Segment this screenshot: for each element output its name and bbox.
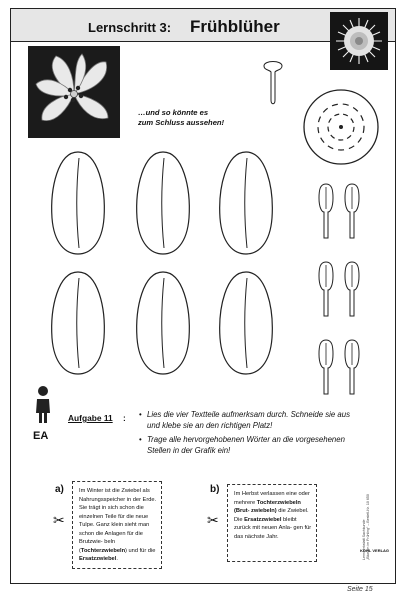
stamen-cutout xyxy=(342,260,362,320)
bulb-cross-section xyxy=(300,86,382,168)
box-b-bold-1: Tochterzwiebeln (Brut- zwiebeln) xyxy=(234,499,301,514)
page-number: Seite 15 xyxy=(347,586,373,593)
box-a-text-1: Im Winter ist die Zwiebel als Nahrungsspeicher in der Erde. Sie trägt in sich schon die einzelnen Teile für die neue Tulpe. Ganz klein sieht man schon die Anlagen für die Brutzwie- beln ( xyxy=(79,488,157,554)
dandelion-photo xyxy=(330,12,388,70)
stamen-cutout xyxy=(316,260,336,320)
stamen-cutout xyxy=(316,182,336,242)
topic-title: Frühblüher xyxy=(190,17,280,36)
scissors-icon: ✂ xyxy=(207,512,219,528)
box-a-bold-1: Tochterzwiebeln xyxy=(80,547,126,554)
text-box-b[interactable] xyxy=(227,484,317,562)
publisher-info xyxy=(362,430,370,560)
box-a-bold-2: Ersatzzwiebel xyxy=(79,556,117,562)
box-b-bold-2: Ersatzzwiebel xyxy=(244,516,282,523)
petal-cutout xyxy=(133,148,193,258)
pistil-cutout xyxy=(258,58,288,108)
scissors-icon: ✂ xyxy=(53,512,65,528)
publisher-logo: KOHL VERLAG xyxy=(360,548,390,553)
caption-line-1: …und so könnte es xyxy=(138,108,209,117)
instruction-2: • Trage alle hervorgehobenen Wörter an die vorgesehenen Stellen in der Grafik ein! xyxy=(139,435,354,456)
box-b-text-1: Im Herbst verlassen eine oder mehrere xyxy=(234,491,310,506)
result-caption xyxy=(138,108,224,128)
task-colon: : xyxy=(123,413,126,423)
stamen-cutout xyxy=(342,182,362,242)
box-a-text-2: ) und für die xyxy=(125,547,156,554)
petal-cutout xyxy=(48,148,108,258)
box-a-label: a) xyxy=(55,484,64,495)
step-label: Lernschritt 3: xyxy=(88,20,172,35)
tulip-photo xyxy=(28,46,120,138)
publisher-line-2: „Blumen im Frühling“ – Bestell-Nr. 10 650 xyxy=(366,494,370,560)
stamen-cutout xyxy=(342,338,362,398)
petal-cutout xyxy=(133,268,193,378)
box-b-label: b) xyxy=(210,484,220,495)
task-instructions xyxy=(139,410,354,460)
work-form-label: EA xyxy=(33,430,49,442)
box-a-text-3: . xyxy=(116,556,118,562)
stamen-cutout xyxy=(316,338,336,398)
instruction-1: • Lies die vier Textteile aufmerksam durch. Schneide sie aus und klebe sie an den richtigen Platz! xyxy=(139,410,354,431)
student-figure-icon xyxy=(33,385,53,425)
petal-cutout xyxy=(216,148,276,258)
box-b-text-3: bleibt zurück mit neuen Anla- gen für das nächste Jahr. xyxy=(234,516,312,540)
task-label: Aufgabe 11 xyxy=(68,413,113,423)
publisher-line-1: Lernwerkstatt Sachkunde xyxy=(362,519,366,560)
caption-line-2: zum Schluss aussehen! xyxy=(138,118,225,127)
petal-cutout xyxy=(216,268,276,378)
box-b-text-2: die Zwiebel. Die xyxy=(234,508,309,523)
petal-cutout xyxy=(48,268,108,378)
text-box-a[interactable] xyxy=(72,481,162,569)
